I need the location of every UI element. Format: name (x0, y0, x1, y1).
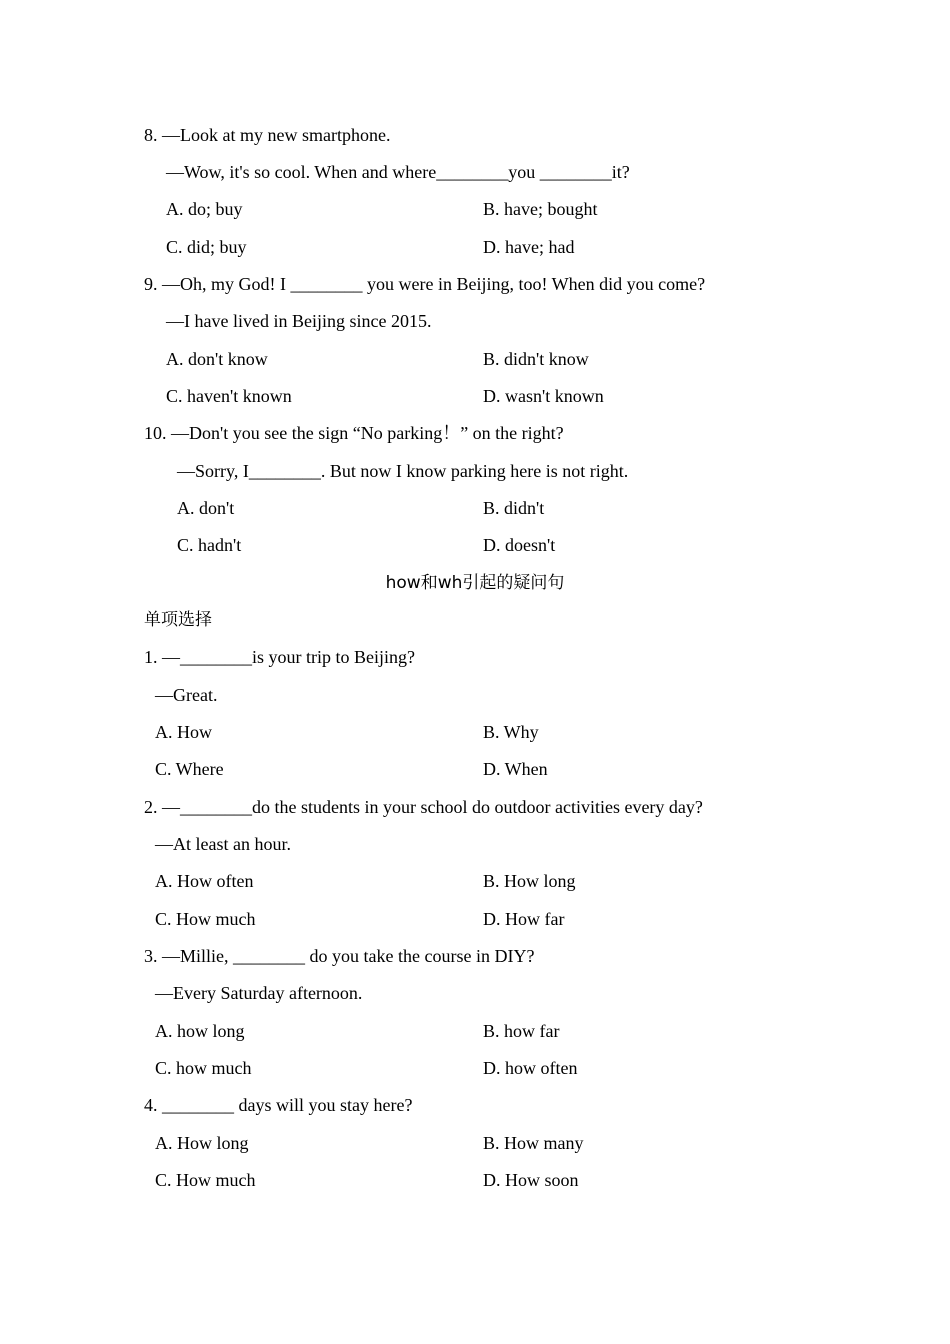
question-4-option-b: B. How many (483, 1133, 584, 1153)
question-1-option-b: B. Why (483, 722, 539, 742)
question-10-option-c: C. hadn't (177, 535, 242, 555)
question-2-option-b: B. How long (483, 871, 576, 891)
question-3-option-d: D. how often (483, 1058, 578, 1078)
question-9-option-d: D. wasn't known (483, 386, 604, 406)
section-title: how和wh引起的疑问句 (385, 573, 565, 593)
question-8-stem: 8. —Look at my new smartphone. (144, 125, 391, 145)
question-1-reply: —Great. (155, 685, 218, 705)
question-8-option-b: B. have; bought (483, 199, 598, 219)
question-10-option-d: D. doesn't (483, 535, 556, 555)
question-10-reply: —Sorry, I________. But now I know parking here is not right. (177, 461, 629, 481)
question-1-option-c: C. Where (155, 759, 224, 779)
question-9-option-c: C. haven't known (166, 386, 292, 406)
question-8-option-c: C. did; buy (166, 237, 247, 257)
question-9-option-a: A. don't know (166, 349, 268, 369)
question-3-reply: —Every Saturday afternoon. (155, 983, 363, 1003)
question-8-option-a: A. do; buy (166, 199, 243, 219)
question-4-stem: 4. ________ days will you stay here? (144, 1095, 413, 1115)
question-2-stem: 2. —________do the students in your school do outdoor activities every day? (144, 797, 703, 817)
question-4-option-d: D. How soon (483, 1170, 579, 1190)
question-8-reply: —Wow, it's so cool. When and where________you ________it? (166, 162, 630, 182)
question-9-option-b: B. didn't know (483, 349, 589, 369)
question-2-option-d: D. How far (483, 909, 565, 929)
section-subtitle: 单项选择 (144, 610, 212, 630)
question-3-option-c: C. how much (155, 1058, 252, 1078)
question-10-stem: 10. —Don't you see the sign “No parking！” on the right? (144, 423, 564, 443)
question-3-stem: 3. —Millie, ________ do you take the course in DIY? (144, 946, 535, 966)
question-3-option-b: B. how far (483, 1021, 560, 1041)
question-10-option-a: A. don't (177, 498, 235, 518)
question-9-reply: —I have lived in Beijing since 2015. (166, 311, 432, 331)
question-1-option-a: A. How (155, 722, 212, 742)
question-2-reply: —At least an hour. (155, 834, 291, 854)
question-1-option-d: D. When (483, 759, 548, 779)
question-4-option-a: A. How long (155, 1133, 249, 1153)
question-2-option-c: C. How much (155, 909, 256, 929)
question-2-option-a: A. How often (155, 871, 254, 891)
question-1-stem: 1. —________is your trip to Beijing? (144, 647, 415, 667)
question-8-option-d: D. have; had (483, 237, 575, 257)
question-9-stem: 9. —Oh, my God! I ________ you were in Beijing, too! When did you come? (144, 274, 706, 294)
question-4-option-c: C. How much (155, 1170, 256, 1190)
question-3-option-a: A. how long (155, 1021, 245, 1041)
question-10-option-b: B. didn't (483, 498, 545, 518)
